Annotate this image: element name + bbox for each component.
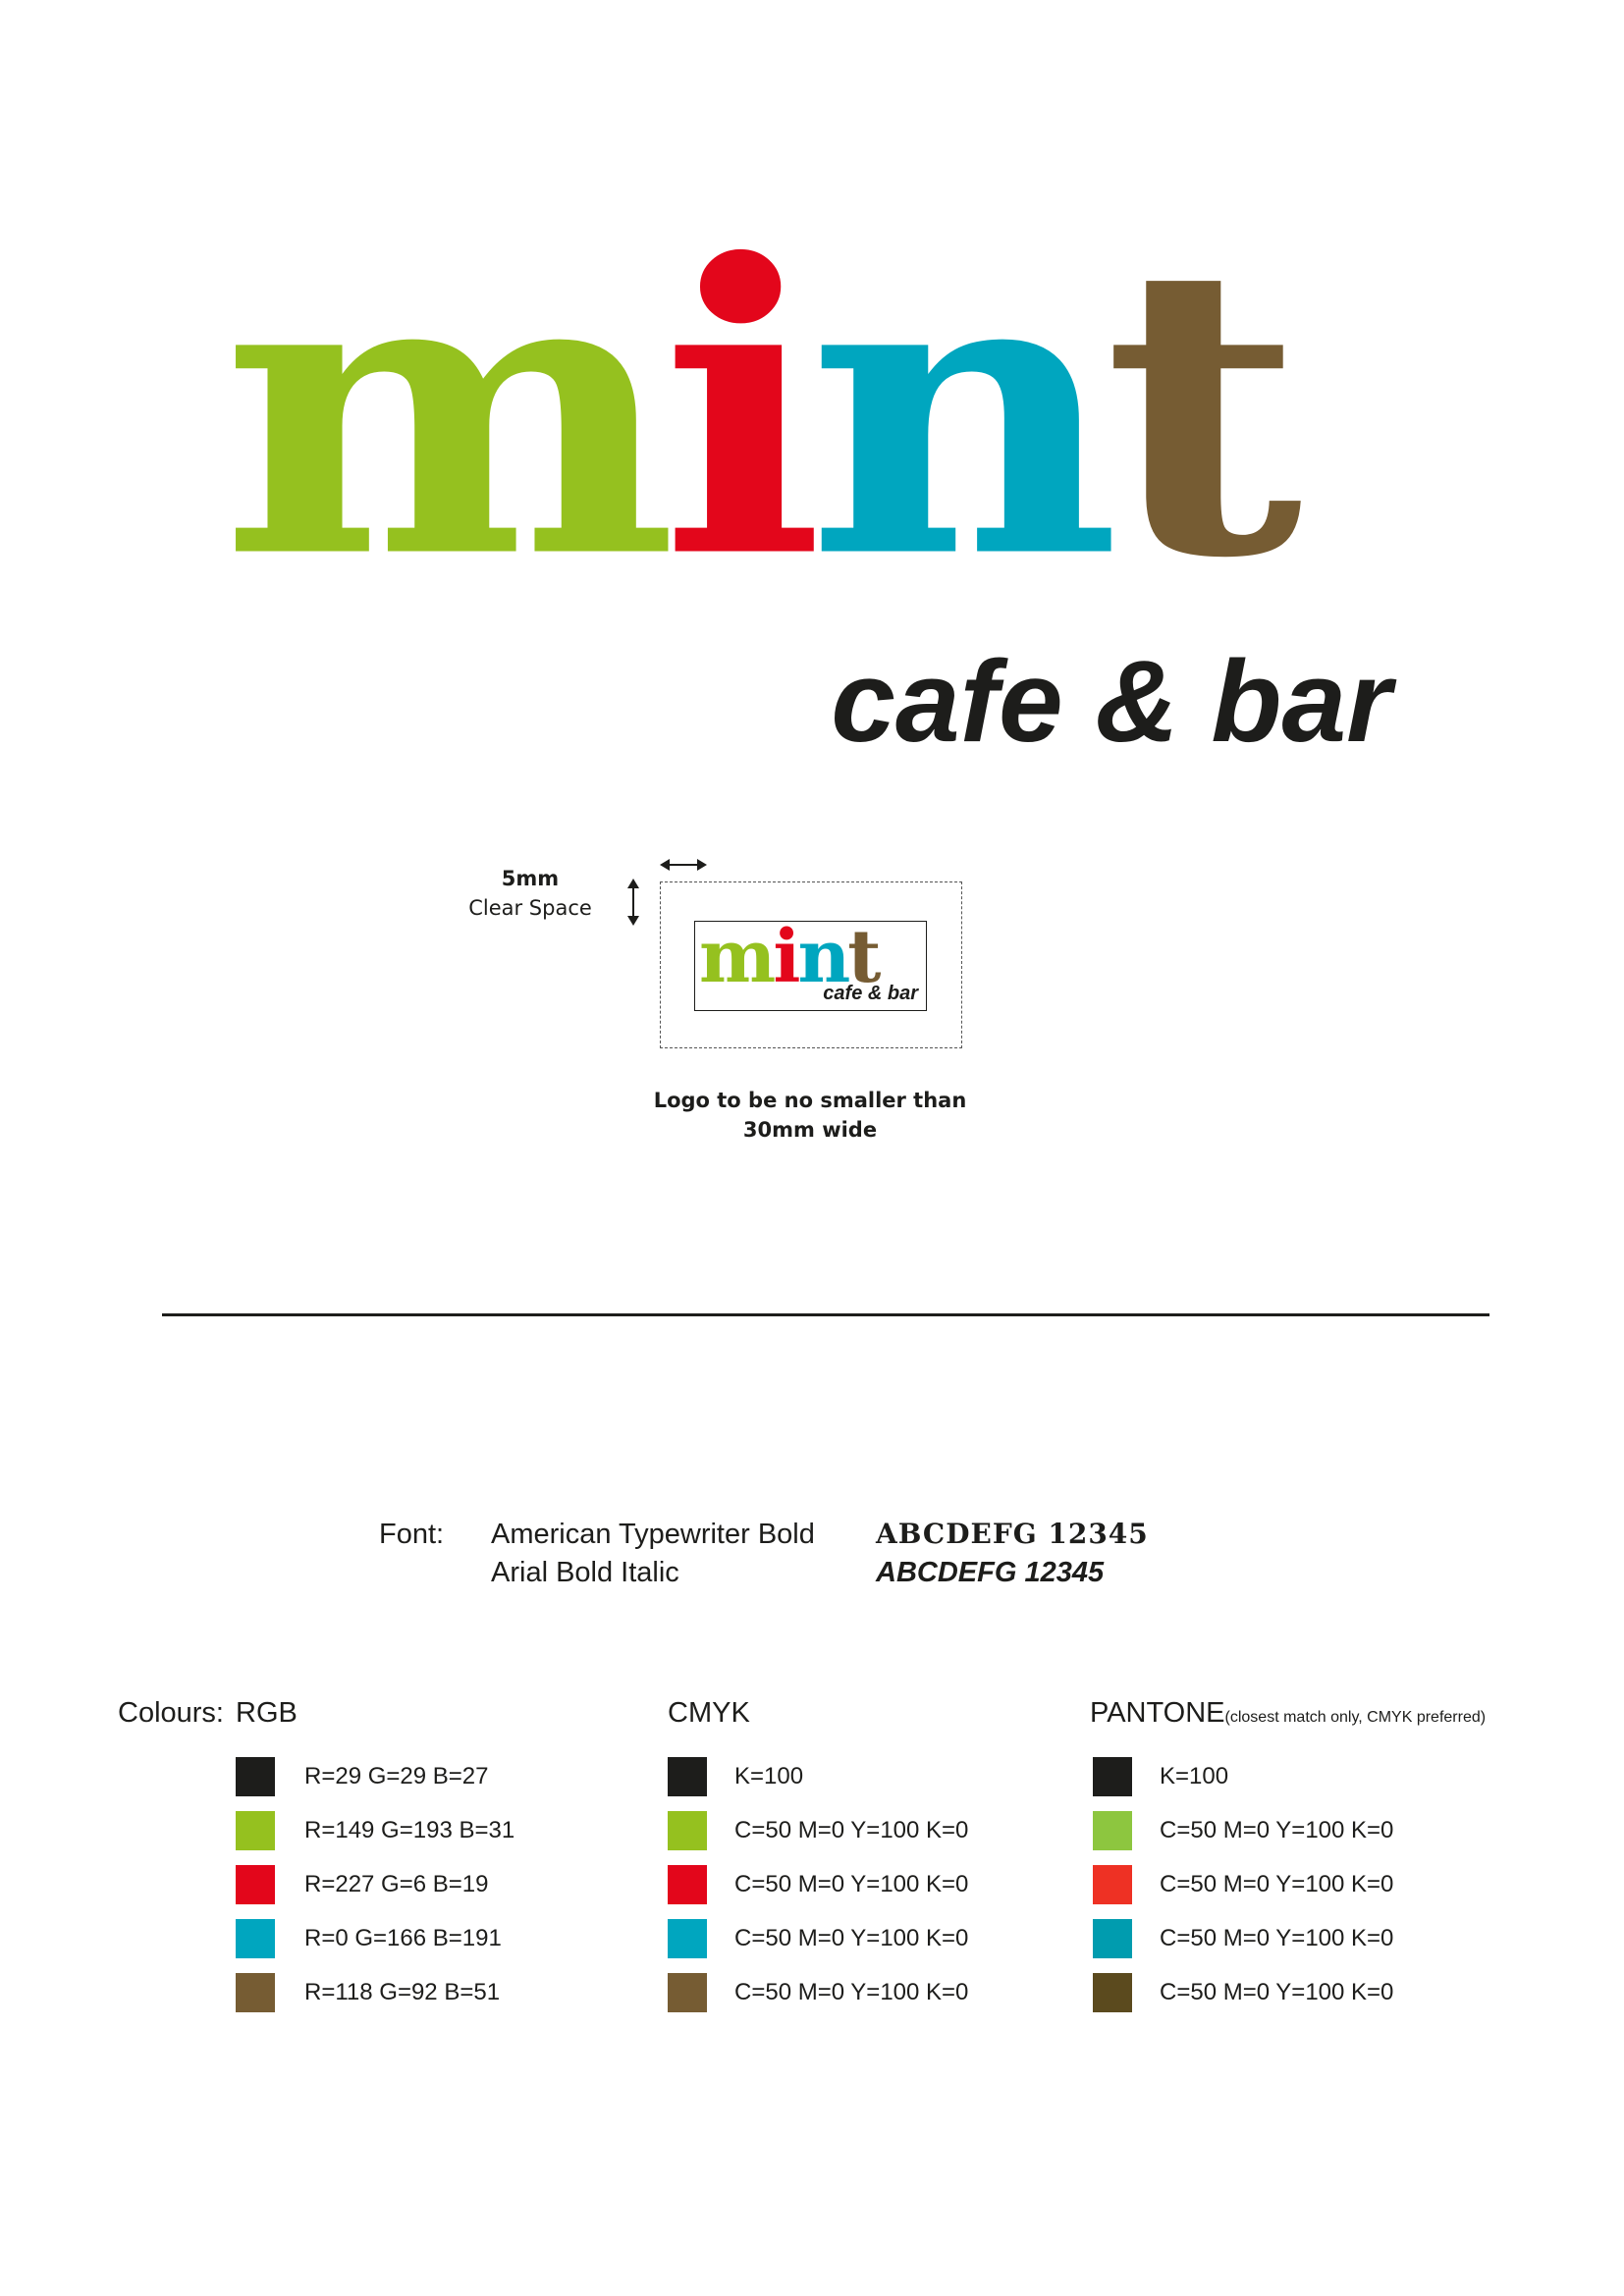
small-logo-letter-t: t	[847, 915, 879, 999]
pantone-heading-group	[1090, 1695, 1486, 1735]
cmyk-swatch	[668, 1865, 707, 1904]
cmyk-swatch	[668, 1973, 707, 2012]
minimum-size-note-line2: 30mm wide	[742, 1118, 878, 1142]
pantone-value: C=50 M=0 Y=100 K=0	[1160, 1925, 1394, 1951]
small-logo-wordmark	[699, 915, 879, 999]
cmyk-swatch	[668, 1919, 707, 1958]
colours-label: Colours:	[118, 1697, 224, 1729]
small-logo	[694, 915, 927, 1011]
cmyk-value: C=50 M=0 Y=100 K=0	[734, 1979, 969, 2005]
cmyk-value: C=50 M=0 Y=100 K=0	[734, 1871, 969, 1897]
cmyk-swatch	[668, 1811, 707, 1850]
rgb-value: R=0 G=166 B=191	[304, 1925, 502, 1951]
pantone-heading: PANTONE	[1090, 1697, 1225, 1729]
clear-space-size: 5mm	[501, 867, 560, 890]
colours-rgb-heading	[118, 1695, 298, 1731]
font-name-primary: American Typewriter Bold	[491, 1519, 815, 1550]
pantone-swatch	[1093, 1865, 1132, 1904]
small-logo-letter-i: i	[773, 915, 798, 999]
font-name-secondary: Arial Bold Italic	[491, 1557, 679, 1588]
cmyk-swatch	[668, 1757, 707, 1796]
pantone-value: C=50 M=0 Y=100 K=0	[1160, 1979, 1394, 2005]
cmyk-value: C=50 M=0 Y=100 K=0	[734, 1817, 969, 1843]
logo-letter-n: n	[806, 178, 1104, 646]
cmyk-value: C=50 M=0 Y=100 K=0	[734, 1925, 969, 1951]
rgb-swatch	[236, 1757, 275, 1796]
rgb-heading: RGB	[236, 1697, 298, 1729]
clear-space-label: Clear Space	[468, 896, 592, 920]
cmyk-value: K=100	[734, 1763, 804, 1789]
rgb-value: R=149 G=193 B=31	[304, 1817, 515, 1843]
section-divider	[162, 1313, 1489, 1316]
logo-letter-i: i	[660, 178, 807, 646]
pantone-value: K=100	[1160, 1763, 1229, 1789]
main-logo	[221, 178, 1419, 767]
rgb-swatch	[236, 1973, 275, 2012]
minimum-size-note	[609, 1086, 1011, 1145]
small-logo-letter-m: m	[699, 915, 774, 999]
rgb-swatch	[236, 1919, 275, 1958]
font-sample-secondary: ABCDEFG 12345	[876, 1557, 1105, 1588]
pantone-swatch	[1093, 1757, 1132, 1796]
rgb-swatch	[236, 1811, 275, 1850]
logo-tagline: cafe & bar	[831, 637, 1391, 767]
rgb-value: R=227 G=6 B=19	[304, 1871, 489, 1897]
pantone-note: (closest match only, CMYK preferred)	[1224, 1709, 1487, 1726]
minimum-size-note-line1: Logo to be no smaller than	[653, 1089, 967, 1112]
vertical-arrow-icon	[624, 879, 642, 926]
small-logo-letter-n: n	[797, 915, 848, 999]
horizontal-arrow-icon	[660, 856, 707, 874]
pantone-value: C=50 M=0 Y=100 K=0	[1160, 1871, 1394, 1897]
rgb-swatch	[236, 1865, 275, 1904]
small-logo-tagline: cafe & bar	[823, 983, 918, 1004]
logo-letter-m: m	[221, 178, 661, 646]
font-sample-primary: ABCDEFG 12345	[876, 1518, 1149, 1550]
rgb-value: R=118 G=92 B=51	[304, 1979, 501, 2005]
pantone-value: C=50 M=0 Y=100 K=0	[1160, 1817, 1394, 1843]
font-label: Font:	[379, 1519, 445, 1550]
logo-wordmark	[221, 178, 1419, 646]
pantone-swatch	[1093, 1919, 1132, 1958]
pantone-swatch	[1093, 1811, 1132, 1850]
logo-letter-t: t	[1103, 178, 1285, 646]
rgb-value: R=29 G=29 B=27	[304, 1763, 489, 1789]
cmyk-heading: CMYK	[668, 1697, 750, 1729]
pantone-swatch	[1093, 1973, 1132, 2012]
